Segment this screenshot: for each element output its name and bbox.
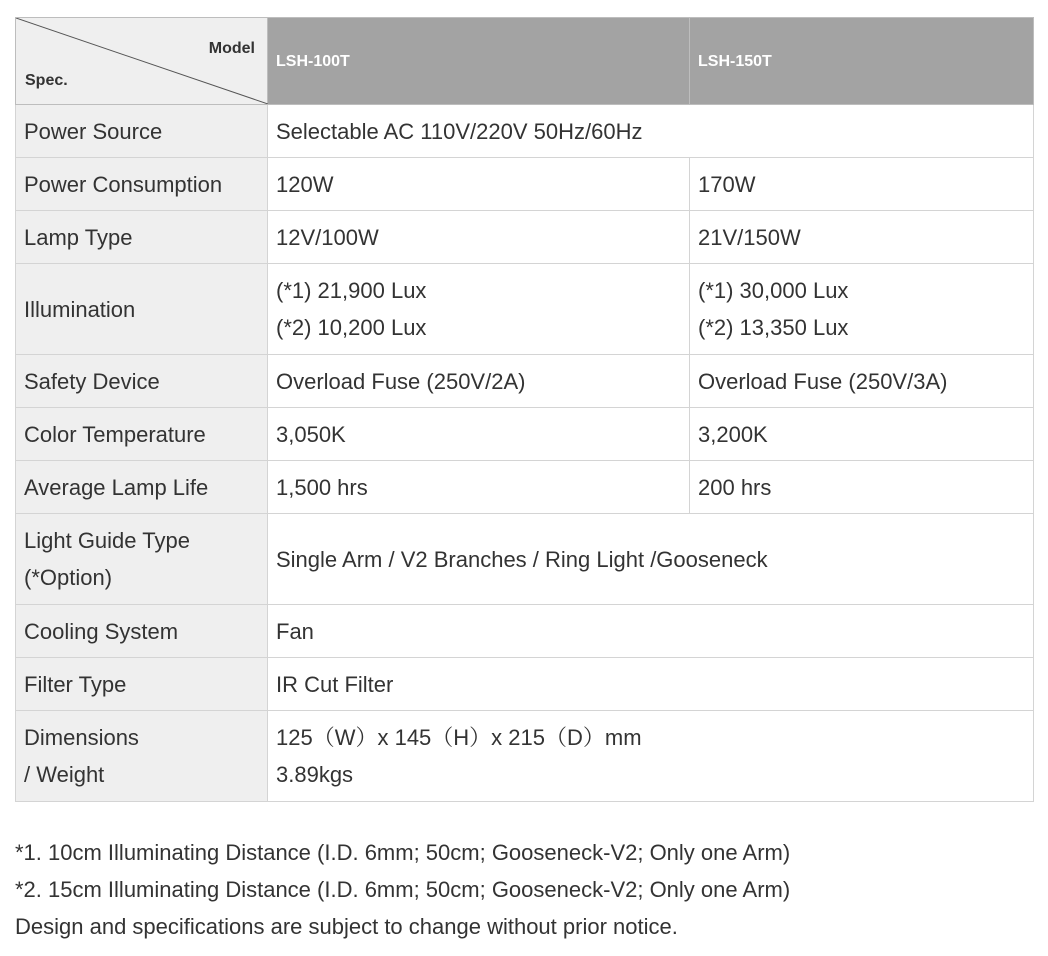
disclaimer: Design and specifications are subject to change without prior notice.: [15, 914, 678, 939]
illumination-value-1: (*1) 30,000 Lux: [698, 278, 849, 303]
row-label: Average Lamp Life: [16, 461, 268, 514]
footnote-1: *1. 10cm Illuminating Distance (I.D. 6mm; 50cm; Gooseneck-V2; Only one Arm): [15, 840, 791, 865]
model-header-lsh-100t: LSH-100T: [268, 18, 690, 105]
row-label: Color Temperature: [16, 408, 268, 461]
row-value-lsh-150t: [690, 264, 1034, 355]
row-value-lsh-100t: [268, 264, 690, 355]
row-label: Lamp Type: [16, 211, 268, 264]
row-label-line-2: / Weight: [24, 762, 105, 787]
row-value-lsh-150t: Overload Fuse (250V/3A): [690, 355, 1034, 408]
row-value: [268, 711, 1034, 802]
row-value: Selectable AC 110V/220V 50Hz/60Hz: [268, 105, 1034, 158]
row-value: IR Cut Filter: [268, 658, 1034, 711]
row-value-lsh-100t: 120W: [268, 158, 690, 211]
row-label-line-1: Dimensions: [24, 725, 139, 750]
row-color-temperature: [16, 408, 1034, 461]
model-header-lsh-150t: LSH-150T: [690, 18, 1034, 105]
row-value-lsh-150t: 200 hrs: [690, 461, 1034, 514]
weight-value: 3.89kgs: [276, 762, 354, 787]
row-dimensions-weight: [16, 711, 1034, 802]
illumination-value-2: (*2) 10,200 Lux: [276, 315, 427, 340]
row-average-lamp-life: [16, 461, 1034, 514]
row-lamp-type: [16, 211, 1034, 264]
row-value-lsh-150t: 170W: [690, 158, 1034, 211]
row-label: Safety Device: [16, 355, 268, 408]
footnotes: [15, 834, 790, 945]
row-value: Single Arm / V2 Branches / Ring Light /Gooseneck: [268, 514, 1034, 605]
row-value-lsh-100t: 3,050K: [268, 408, 690, 461]
spec-table-container: [15, 17, 1033, 802]
row-label-line-2: (*Option): [24, 565, 113, 590]
dimensions-value: 125（W）x 145（H）x 215（D）mm: [276, 725, 642, 750]
row-label: Illumination: [16, 264, 268, 355]
diagonal-divider: [16, 18, 268, 104]
corner-model-label: Model: [208, 40, 255, 57]
illumination-value-2: (*2) 13,350 Lux: [698, 315, 849, 340]
corner-spec-label: Spec.: [25, 72, 68, 89]
row-label: Power Consumption: [16, 158, 268, 211]
table-header-row: [16, 18, 1034, 105]
row-label: Filter Type: [16, 658, 268, 711]
row-label-line-1: Light Guide Type: [24, 528, 190, 553]
row-light-guide-type: [16, 514, 1034, 605]
row-label: [16, 711, 268, 802]
row-filter-type: [16, 658, 1034, 711]
row-value-lsh-150t: 3,200K: [690, 408, 1034, 461]
row-power-source: [16, 105, 1034, 158]
spec-table: [15, 17, 1034, 802]
row-value: Fan: [268, 605, 1034, 658]
row-label: Cooling System: [16, 605, 268, 658]
row-value-lsh-100t: 12V/100W: [268, 211, 690, 264]
row-label: [16, 514, 268, 605]
row-safety-device: [16, 355, 1034, 408]
row-power-consumption: [16, 158, 1034, 211]
row-value-lsh-100t: Overload Fuse (250V/2A): [268, 355, 690, 408]
row-value-lsh-150t: 21V/150W: [690, 211, 1034, 264]
row-label: Power Source: [16, 105, 268, 158]
corner-header-cell: [16, 18, 268, 105]
row-cooling-system: [16, 605, 1034, 658]
illumination-value-1: (*1) 21,900 Lux: [276, 278, 427, 303]
row-illumination: [16, 264, 1034, 355]
row-value-lsh-100t: 1,500 hrs: [268, 461, 690, 514]
footnote-2: *2. 15cm Illuminating Distance (I.D. 6mm; 50cm; Gooseneck-V2; Only one Arm): [15, 877, 791, 902]
